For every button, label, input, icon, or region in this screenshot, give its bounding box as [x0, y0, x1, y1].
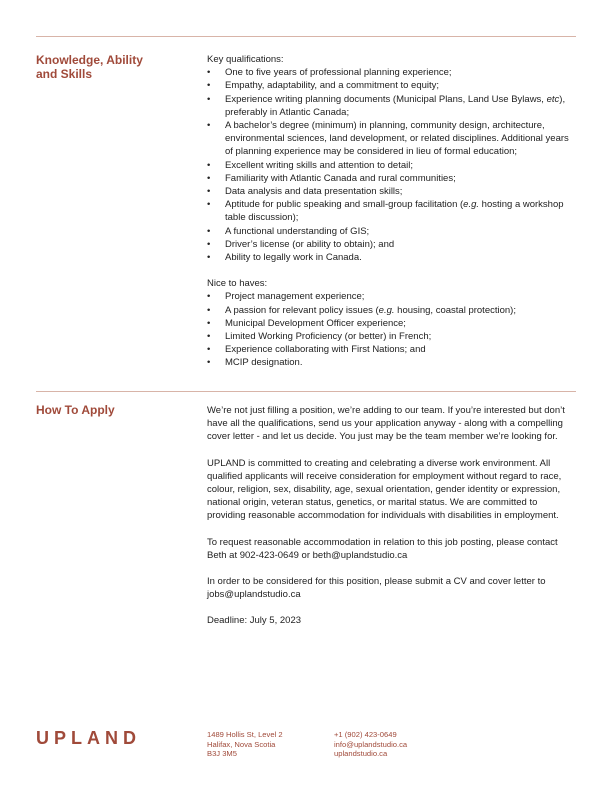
bullet-icon: • — [207, 120, 211, 132]
bullet-icon: • — [207, 291, 211, 303]
bullet-icon: • — [207, 304, 211, 316]
list-item — [207, 238, 577, 251]
list-item — [207, 251, 577, 264]
divider-top — [36, 36, 576, 37]
item-text: ), preferably in Atlantic Canada; — [225, 93, 566, 118]
item-text: Project management experience; — [225, 291, 365, 303]
item-text: Aptitude for public speaking and small-group facilitation ( — [225, 199, 464, 211]
phone-number: +1 (902) 423-0649 — [334, 730, 397, 739]
list-item — [207, 343, 577, 356]
bullet-icon: • — [207, 172, 211, 184]
divider-middle — [36, 391, 576, 392]
heading-line: and Skills — [36, 67, 93, 81]
bullet-icon: • — [207, 80, 211, 92]
list-item — [207, 317, 577, 330]
bullet-icon: • — [207, 331, 211, 343]
item-text: A passion for relevant policy issues ( — [225, 304, 379, 316]
section-heading-knowledge — [36, 53, 186, 81]
list-item — [207, 66, 577, 79]
item-text: Empathy, adaptability, and a commitment to equity; — [225, 80, 440, 92]
heading-line: How To Apply — [36, 403, 115, 417]
address-line: B3J 3M5 — [207, 749, 237, 759]
bullet-icon: • — [207, 93, 211, 105]
apply-content — [207, 404, 577, 641]
item-text: MCIP designation. — [225, 357, 303, 369]
item-text: A bachelor’s degree (minimum) in planning, community design, architecture, environmental sciences, land development, or related disciplines. Additional years of planning experience may be considered in lieu of formal education; — [225, 120, 569, 158]
footer-contact — [334, 730, 407, 759]
item-text: Driver’s license (or ability to obtain); and — [225, 238, 395, 250]
item-text: Data analysis and data presentation skills; — [225, 186, 403, 198]
email-link[interactable]: info@uplandstudio.ca — [334, 739, 408, 749]
item-emphasis: e.g. — [378, 304, 395, 316]
knowledge-content — [207, 53, 577, 383]
list-item — [207, 79, 577, 92]
item-text: Experience writing planning documents (Municipal Plans, Land Use Bylaws, — [225, 93, 547, 105]
nice-to-haves-title: Nice to haves: — [207, 278, 268, 290]
upland-logo: UPLAND — [36, 728, 141, 748]
list-item — [207, 185, 577, 198]
address-line: 1489 Hollis St, Level 2 — [207, 730, 283, 739]
list-item — [207, 225, 577, 238]
bullet-icon: • — [207, 159, 211, 171]
item-text: housing, coastal protection); — [394, 304, 516, 316]
list-item — [207, 159, 577, 172]
item-text: Limited Working Proficiency (or better) in French; — [225, 331, 432, 343]
footer-address — [207, 730, 283, 759]
list-item — [207, 330, 577, 343]
apply-paragraph: In order to be considered for this position, please submit a CV and cover letter to jobs@uplandstudio.ca — [207, 576, 546, 601]
item-text: Municipal Development Officer experience; — [225, 317, 406, 329]
item-text: hosting a workshop table discussion); — [225, 199, 564, 224]
list-item — [207, 356, 577, 369]
bullet-icon: • — [207, 317, 211, 329]
item-emphasis: etc — [546, 93, 560, 105]
nice-to-haves-list — [207, 290, 577, 369]
heading-line: Knowledge, Ability — [36, 53, 143, 67]
website-link[interactable]: uplandstudio.ca — [334, 749, 388, 759]
apply-paragraph: To request reasonable accommodation in relation to this job posting, please contact Beth at 902-423-0649 or beth@uplandstudio.ca — [207, 536, 558, 561]
list-item — [207, 93, 577, 119]
list-item — [207, 304, 577, 317]
address-line: Halifax, Nova Scotia — [207, 739, 276, 749]
list-item — [207, 290, 577, 303]
bullet-icon: • — [207, 357, 211, 369]
section-heading-apply — [36, 403, 186, 417]
list-item — [207, 198, 577, 224]
bullet-icon: • — [207, 186, 211, 198]
list-item — [207, 172, 577, 185]
key-qualifications-list — [207, 66, 577, 264]
item-text: One to five years of professional planning experience; — [225, 67, 452, 79]
bullet-icon: • — [207, 67, 211, 79]
list-item — [207, 119, 577, 159]
item-text: Ability to legally work in Canada. — [225, 252, 362, 264]
bullet-icon: • — [207, 199, 211, 211]
bullet-icon: • — [207, 238, 211, 250]
item-text: A functional understanding of GIS; — [225, 225, 370, 237]
deadline: Deadline: July 5, 2023 — [207, 615, 302, 627]
bullet-icon: • — [207, 344, 211, 356]
bullet-icon: • — [207, 252, 211, 264]
item-emphasis: e.g. — [463, 199, 480, 211]
apply-paragraph: UPLAND is committed to creating and celebrating a diverse work environment. All qualified applicants will receive consideration for employment without regard to race, colour, religion, sex, disability, age, sexual orientation, gender identity or expression, national origin, veteran status, genetics, or marital status. We are committed to providing reasonable accommodation for individuals with disabilities in employment. — [207, 457, 562, 522]
item-text: Excellent writing skills and attention to detail; — [225, 159, 413, 171]
key-qualifications-title: Key qualifications: — [207, 54, 284, 65]
apply-paragraph: We’re not just filling a position, we’re adding to our team. If you’re interested but don’t have all the qualifications, send us your application anyway - along with a compelling cover letter - and let us decide. You just may be the team member we’re looking for. — [207, 405, 565, 443]
bullet-icon: • — [207, 225, 211, 237]
item-text: Experience collaborating with First Nations; and — [225, 344, 426, 356]
item-text: Familiarity with Atlantic Canada and rural communities; — [225, 172, 456, 184]
